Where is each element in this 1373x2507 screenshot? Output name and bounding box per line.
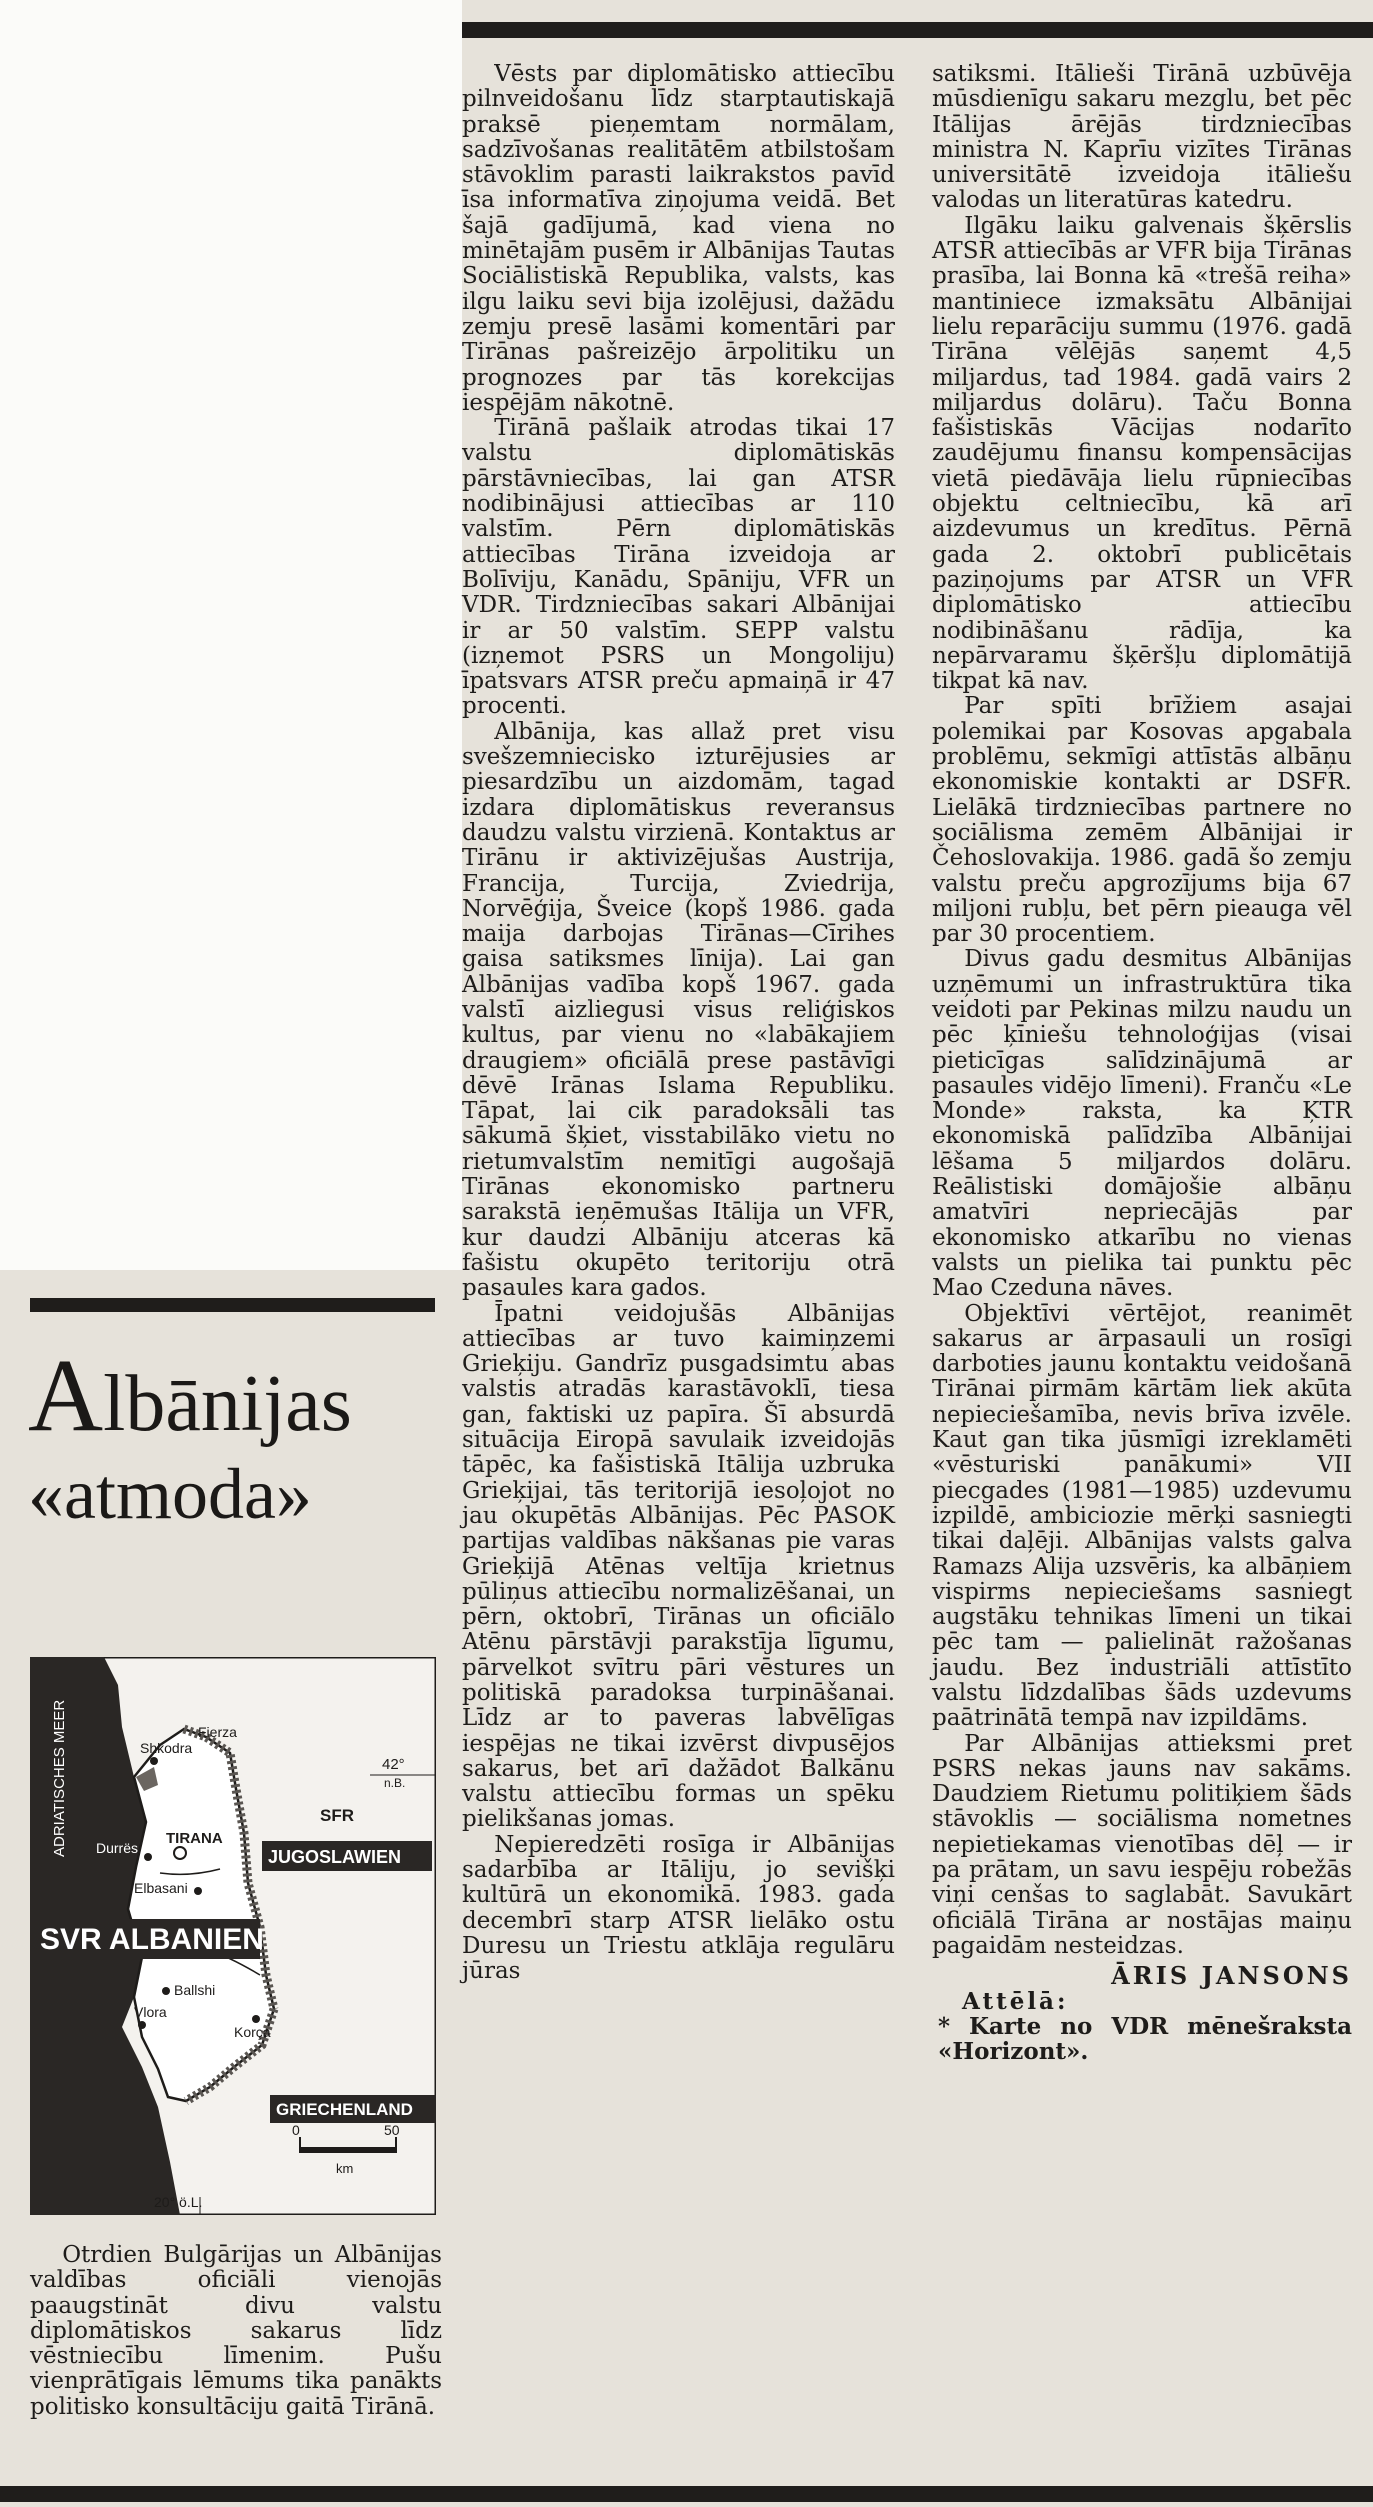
article-lead	[30, 2243, 442, 2420]
map-sea-label: ADRIATISCHES MEER	[51, 1699, 68, 1857]
headline-initial: A	[28, 1338, 104, 1453]
caption-label: Attēlā:	[962, 1987, 1069, 2015]
headline-line2: «atmoda»	[28, 1454, 312, 1534]
map-city-shkodra: Shkodra	[140, 1740, 193, 1756]
map-latitude: 42°	[382, 1756, 405, 1773]
body-paragraph: Par Albānijas attieksmi pret PSRS nekas jauns nav sakāms. Daudziem Rietumu politiķiem šāds stāvoklis — sociālisma nometnes nepietiekamas vienotības dēļ — ir pa prātam, un savu iespēju robežās viņi cenšas to saglabāt. Savukārt oficiālā Tirāna ar nostājas maiņu pagaidām nesteidzas.	[932, 1730, 1352, 1959]
headline-line1: lbānijas	[103, 1360, 352, 1448]
map-country-sfr: SFR	[320, 1806, 354, 1825]
map-scale-end: 50	[384, 2122, 400, 2138]
map-city-fierza: Fierza	[198, 1724, 237, 1740]
body-paragraph: Par spīti brīžiem asajai polemikai par Kosovas apgabala problēmu, sekmīgi attīstās albāņu ekonomiskie kontakti ar DSFR. Lielākā tirdzniecības partnere no sociālisma zemēm Albānijai ir Čehoslovakija. 1986. gadā šo zemju valstu preču apgrozījums bija 67 miljoni rubļu, bet pērn pieauga vēl par 30 procentiem.	[932, 693, 1352, 948]
map-city-korca: Korça	[234, 2024, 271, 2040]
map-country-greece: GRIECHENLAND	[276, 2100, 413, 2119]
map-city-tirana: TIRANA	[166, 1830, 223, 1847]
map-city-durres: Durrës	[96, 1840, 139, 1856]
blank-corner	[0, 0, 462, 1270]
map-scale-unit: km	[336, 2161, 354, 2176]
body-paragraph: satiksmi. Itālieši Tirānā uzbūvēja mūsdienīgu sakaru mezglu, bet pēc Itālijas ārējās tirdzniecības ministra N. Kaprīu vizītes Tirānas universitātē izveidoja itāliešu valodas un literatūras katedru.	[932, 61, 1352, 214]
body-paragraph: Albānija, kas allaž pret visu svešzemniecisko izturējusies ar piesardzību un aizdomām, tagad izdara diplomātiskus reveransus daudzu valstu virzienā. Kontaktus ar Tirānu ir aktivizējušas Austrija, Francija, Turcija, Zviedrija, Norvēģija, Šveice (kopš 1986. gada maija darbojas Tirānas—Cīrihes gaisa satiksmes līnija). Lai gan Albānijas vadība kopš 1967. gada valstī aizliegusi visus reliģiskos kultus, par vienu no «labākajiem draugiem» oficiālā prese pastāvīgi dēvē Irānas Islama Republiku. Tāpat, lai cik paradoksāli tas sākumā šķiet, visstabilāko vietu no rietumvalstīm nemitīgi augošajā Tirānas ekonomisko partneru sarakstā ieņēmušas Itālija un VFR, kur daudzi Albāniju atceras kā fašistu okupēto teritoriju otrā pasaules kara gados.	[462, 718, 895, 1302]
map-longitude: 20° ö.L.	[154, 2194, 203, 2210]
map-scale-start: 0	[292, 2122, 300, 2138]
body-paragraph: Divus gadu desmitus Albānijas uzņēmumi un infrastruktūra tika veidoti par Pekinas milzu naudu un pēc ķīniešu tehnoloģijas (visai pieticīgas salīdzinājumā ar pasaules vidējo līmeni). Franču «Le Monde» raksta, ka ĶTR ekonomiskā palīdzība Albānijai lēšama 5 miljardos dolāru. Reālistiski domājošie albāņu amatvīri nepriecājās par ekonomisko atkarību no vienas valsts un pielika tai punktu pēc Mao Czeduna nāves.	[932, 946, 1352, 1302]
lead-paragraph: Otrdien Bulgārijas un Albānijas valdības oficiāli vienojās paaugstināt divu valstu diplomātiskos sakarus līdz vēstniecību līmenim. Pušu vienprātīgais lēmums tika panākts politisko konsultāciju gaitā Tirānā.	[30, 2242, 442, 2420]
map-country-yugoslavia: JUGOSLAWIEN	[268, 1847, 402, 1867]
body-paragraph: Vēsts par diplomātisko attiecību pilnveidošanu līdz starptautiskajā praksē pieņemtam normālam, sadzīvošanas realitātēm atbilstošam stāvoklim parasti laikrakstos pavīd īsa informatīva ziņojuma veidā. Bet šajā gadījumā, kad viena no minētajām pusēm ir Albānijas Tautas Sociālistiskā Republika, valsts, kas ilgu laiku sevi bija izolējusi, dažādu zemju presē lasāmi komentāri par Tirānas pašreizējo ārpolitiku un prognozes par tās korekcijas iespējām nākotnē.	[462, 61, 895, 416]
caption-text: * Karte no VDR mēnešraksta «Horizont».	[938, 2012, 1352, 2066]
body-paragraph: Objektīvi vērtējot, reanimēt sakarus ar ārpasauli un rosīgi darboties jaunu kontaktu veidošanā Tirānai pirmām kārtām liek akūta nepieciešamība, nevis brīva izvēle. Kaut gan tika jūsmīgi izreklamēti «vēsturiski panākumi» VII piecgades (1981—1985) uzdevumu izpildē, ambiciozie mērķi sasniegti tikai daļēji. Albānijas valsts galva Ramazs Alija uzsvēris, ka albāņiem vispirms nepieciešams sasniegt augstāku tehnikas līmeni un tikai pēc tam — palielināt ražošanas jaudu. Bez industriāli attīstīto valstu līdzdalības šāds uzdevums paātrinātā tempā nav izpildāms.	[932, 1300, 1352, 1732]
headline-rule	[30, 1298, 435, 1312]
body-paragraph: Nepieredzēti rosīga ir Albānijas sadarbība ar Itāliju, jo sevišķi kultūrā un ekonomikā. 1983. gada decembrī starp ATSR lielāko ostu Duresu un Triestu atklāja regulāru jūras	[462, 1831, 895, 1985]
article-column-1	[462, 62, 895, 1985]
top-rule	[462, 22, 1373, 38]
map-title: SVR ALBANIEN	[40, 1923, 264, 1956]
albania-map	[30, 1657, 436, 2215]
author-signature: ĀRIS JANSONS	[1111, 1961, 1352, 1991]
body-paragraph: Ilgāku laiku galvenais šķērslis ATSR attiecībās ar VFR bija Tirānas prasība, lai Bonna kā «trešā reiha» mantiniece izmaksātu Albānijai lielu reparāciju summu (1976. gadā Tirāna vēlējās saņemt 4,5 miljardus, tad 1984. gadā vairs 2 miljardus dolāru). Taču Bonna fašistiskās Vācijas nodarīto zaudējumu finansu kompensācijas vietā piedāvāja lielu rūpniecības objektu celtniecību, kā arī aizdevumus un kredītus. Pērnā gada 2. oktobrī publicētais paziņojums par ATSR un VFR diplomātisko attiecību nodibināšanu rādīja, ka nepārvaramu šķēršļu diplomātijā tikpat kā nav.	[932, 212, 1352, 695]
body-paragraph: Tirānā pašlaik atrodas tikai 17 valstu diplomātiskās pārstāvniecības, lai gan ATSR nodibinājusi attiecības ar 110 valstīm. Pērn diplomātiskās attiecības Tirāna izveidoja ar Bolīviju, Kanādu, Spāniju, VFR un VDR. Tirdzniecības sakari Albānijai ir ar 50 valstīm. SEPP valstu (izņemot PSRS un Mongoliju) īpatsvars ATSR preču apmaiņā ir 47 procenti.	[462, 415, 895, 720]
map-city-elbasani: Elbasani	[134, 1880, 188, 1896]
headline	[28, 1338, 448, 1538]
map-city-ballshi: Ballshi	[174, 1982, 216, 1998]
article-column-2	[932, 62, 1352, 2064]
bottom-rule	[0, 2486, 1373, 2502]
body-paragraph: Īpatni veidojušās Albānijas attiecības ar tuvo kaimiņzemi Grieķiju. Gandrīz pusgadsimtu abas valstis atradās karastāvoklī, tiesa gan, faktiski uz papīra. Šī absurdā situācija Eiropā savulaik izveidojās tāpēc, ka fašistiskā Itālija uzbruka Grieķijai, tās teritorijā iesoļojot no jau okupētās Albānijas. Pēc PASOK partijas valdības nākšanas pie varas Grieķijā Atēnas veltīja krietnus pūliņus attiecību normalizēšanai, un pērn, oktobrī, Tirānas un oficiālo Atēnu pārstāvji parakstīja līgumu, pārvelkot svītru pāri vēstures un politiskā paradoksa turpināšanai. Līdz ar to paveras labvēlīgas iespējas ne tikai izvērst divpusējos sakarus, bet arī dažādot Balkānu valstu attiecību formas un spēku pielikšanas jomas.	[462, 1300, 895, 1833]
map-latitude-unit: n.B.	[384, 1776, 406, 1790]
map-city-vlora: Vlora	[134, 2004, 167, 2020]
